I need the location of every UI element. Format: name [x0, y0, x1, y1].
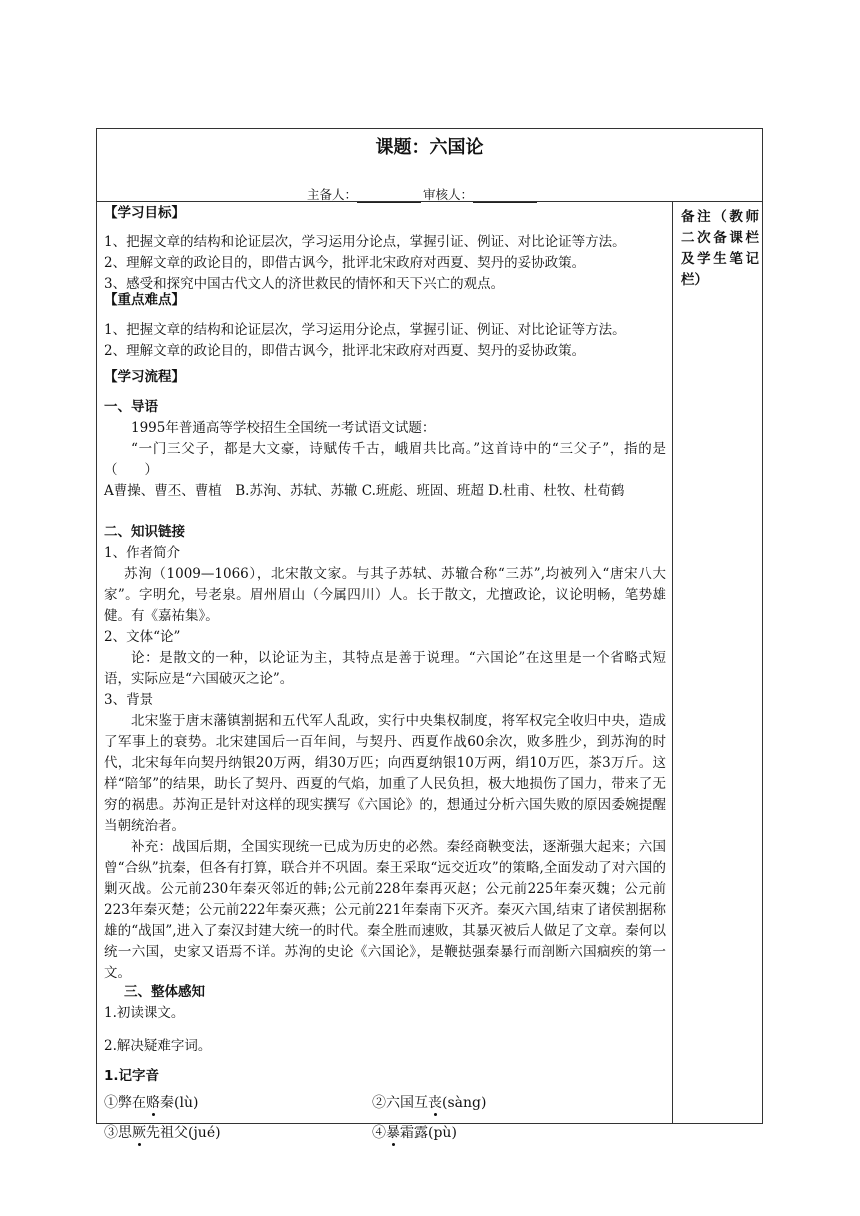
goal-item: 1、把握文章的结构和论证层次，学习运用分论点，掌握引证、例证、对比论证等方法。	[104, 234, 626, 250]
process-section	[104, 367, 666, 388]
genre-heading: 2、文体“论”	[104, 629, 181, 645]
goals-heading: 【学习目标】	[104, 205, 185, 221]
overview-heading: 三、整体感知	[124, 984, 205, 1000]
knowledge-heading: 二、知识链接	[104, 524, 185, 540]
goal-item: 2、理解文章的政论目的，即借古讽今，批评北宋政府对西夏、契丹的妥协政策。	[104, 255, 586, 271]
pron-item: ②六国互丧(sàng)	[372, 1095, 487, 1111]
goals-list	[104, 232, 666, 295]
overview-item-2-wrap	[104, 1036, 666, 1057]
author-heading: 1、作者简介	[104, 545, 181, 561]
keypoints-section	[104, 290, 666, 311]
pron-heading: 1.记字音	[104, 1068, 160, 1084]
intro-line: 1995年普通高等学校招生全国统一考试语文试题：	[131, 420, 436, 436]
reviewer-label: 审核人：	[423, 187, 474, 202]
author-text: 苏洵（1009—1066），北宋散文家。与其子苏轼、苏辙合称“三苏”,均被列入“唐宋八大家”。字明允，号老泉。眉州眉山（今属四川）人。长于散文，尤擅政论，议论明畅，笔势雄健。有《嘉祐集》。	[104, 566, 666, 624]
preparer-label: 主备人：	[307, 187, 358, 202]
intro-options: A曹操、曹丕、曹植 B.苏洵、苏轼、苏辙 C.班彪、班固、班超 D.杜甫、杜牧、杜荀鹤	[104, 483, 625, 499]
keypoint-item: 1、把握文章的结构和论证层次，学习运用分论点，掌握引证、例证、对比论证等方法。	[104, 322, 626, 338]
side-note-heading: 备注（教师二次备课栏及学生笔记栏）	[681, 209, 759, 288]
intro-section	[104, 397, 666, 502]
intro-question: “一门三父子，都是大文豪，诗赋传千古，峨眉共比高。”这首诗中的“三父子”，指的是（ ）	[104, 441, 666, 478]
genre-text: 论：是散文的一种，以论证为主，其特点是善于说理。“六国论”在这里是一个省略式短语，实际应是“六国破灭之论”。	[104, 650, 666, 687]
page-title: 课题：六国论	[375, 137, 484, 158]
goals-section	[104, 203, 666, 224]
background-heading: 3、背景	[104, 692, 154, 708]
supplement-text: 补充：战国后期，全国实现统一已成为历史的必然。秦经商鞅变法，逐渐强大起来；六国曾“合纵”抗秦，但各有打算，联合并不巩固。秦王采取“远交近攻”的策略,全面发动了对六国的剿灭战。公元前230年秦灭邻近的韩;公元前228年秦再灭赵；公元前225年秦灭魏；公元前223年秦灭楚；公元前222年秦灭燕；公元前221年秦南下灭齐。秦灭六国,结束了诸侯割据称雄的“战国”,进入了秦汉封建大统一的时代。秦全胜而速败，其暴灭被后人做足了文章。秦何以统一六国，史家又语焉不详。苏洵的史论《六国论》，是鞭挞强秦暴行而剖断六国痼疾的第一文。	[104, 839, 666, 981]
goal-item: 3、感受和探究中国古代文人的济世救民的情怀和天下兴亡的观点。	[104, 276, 505, 292]
intro-heading: 一、导语	[104, 399, 158, 415]
overview-item: 2.解决疑难字词。	[104, 1038, 212, 1054]
keypoints-heading: 【重点难点】	[104, 292, 185, 308]
pron-heading-wrap	[104, 1066, 666, 1087]
knowledge-section	[104, 522, 666, 984]
pron-item: ④暴霜露(pù)	[372, 1125, 457, 1141]
pron-item: ①弊在赂秦(lù)	[104, 1095, 199, 1111]
pron-row-2	[104, 1122, 664, 1144]
process-heading: 【学习流程】	[104, 369, 185, 385]
header-row	[97, 129, 762, 202]
overview-section	[104, 982, 666, 1024]
background-text: 北宋鉴于唐末藩镇割据和五代军人乱政，实行中央集权制度，将军权完全收归中央，造成了军事上的衰势。北宋建国后一百年间，与契丹、西夏作战60余次，败多胜少，到苏洵的时代，北宋每年向契丹纳银20万两，绢30万匹；向西夏纳银10万两，绢10万匹，茶3万斤。这样“陪邹”的结果，助长了契丹、西夏的气焰，加重了人民负担，极大地损伤了国力，带来了无穷的祸患。苏洵正是针对这样的现实撰写《六国论》的，想通过分析六国失败的原因委婉提醒当朝统治者。	[104, 713, 666, 834]
pron-item: ③思厥先祖父(jué)	[104, 1125, 221, 1141]
keypoints-list	[104, 320, 666, 362]
keypoint-item: 2、理解文章的政论目的，即借古讽今，批评北宋政府对西夏、契丹的妥协政策。	[104, 343, 586, 359]
overview-item: 1.初读课文。	[104, 1005, 185, 1021]
pron-row-1	[104, 1092, 664, 1114]
